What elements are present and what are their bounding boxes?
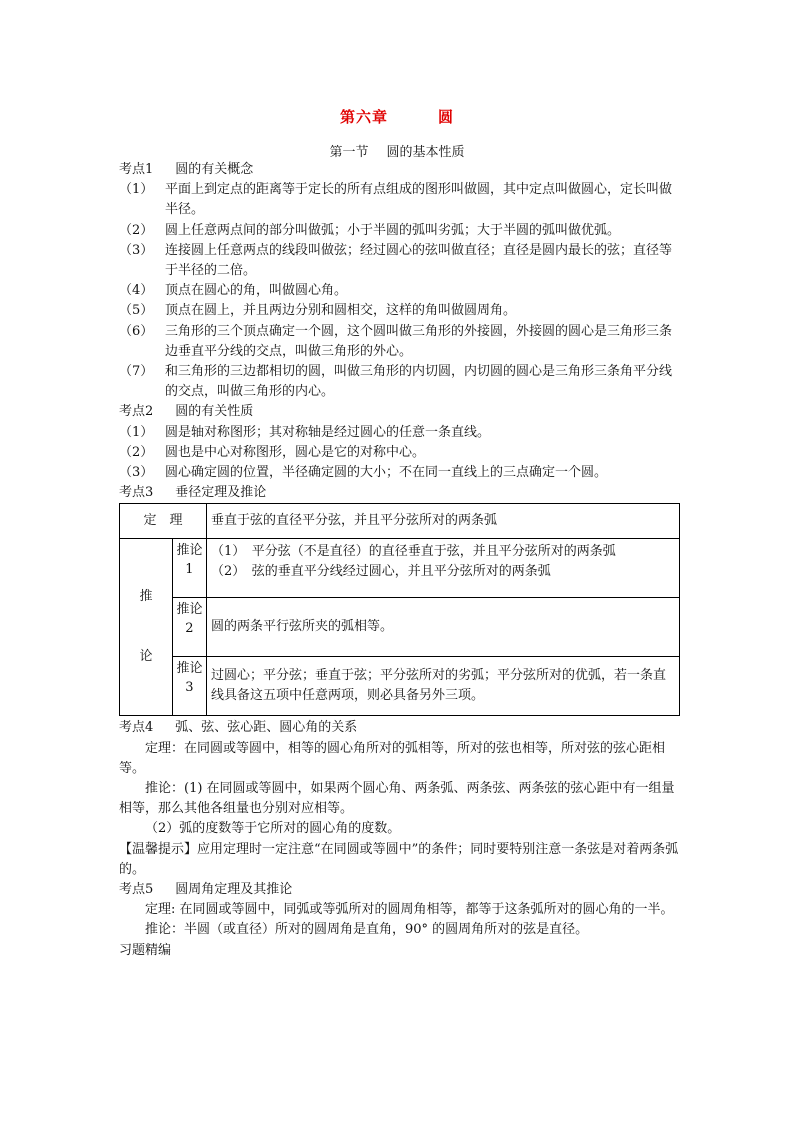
corollary-3-text: 过圆心；平分弦；垂直于弦；平分弦所对的劣弧；平分弦所对的优弧，若一条直线具备这五项中任意两项，则必具备另外三项。 — [207, 657, 680, 716]
k1-heading — [119, 160, 679, 180]
section-topic: 圆的基本性质 — [386, 145, 465, 160]
k4-corollary-2: （2）弧的度数等于它所对的圆心角的度数。 — [145, 821, 401, 837]
item-number: （6） — [119, 323, 154, 339]
item-number: （3） — [119, 465, 154, 481]
theorem-label-cell: 定 理 — [120, 504, 207, 539]
list-item — [119, 221, 679, 241]
k1-topic: 圆的有关概念 — [175, 162, 254, 177]
exercise-heading: 习题精编 — [119, 942, 172, 958]
table-row — [120, 504, 680, 539]
item-text: 圆也是中心对称图形，圆心是它的对称中心。 — [165, 444, 426, 460]
list-item — [119, 443, 679, 463]
k3-label: 考点3 — [119, 485, 154, 501]
item-number: （2） — [119, 444, 154, 460]
corollary-1-text — [207, 539, 680, 598]
k4-heading — [119, 718, 679, 738]
corollary-3-label: 推论3 — [172, 657, 206, 716]
corollary-1-label: 推论1 — [172, 539, 206, 598]
item-text: 和三角形的三边都相切的圆，叫做三角形的内切圆，内切圆的圆心是三角形三条角平分线的交点，叫做三角形的内心。 — [165, 364, 673, 400]
k5-theorem: 定理: 在同圆或等圆中，同弧或等弧所对的圆周角相等，都等于这条弧所对的圆心角的一半。 — [145, 902, 674, 918]
theorem-text-cell: 垂直于弦的直径平分弦，并且平分弦所对的两条弧 — [207, 504, 680, 539]
item-text: 连接圆上任意两点的线段叫做弦；经过圆心的弦叫做直径；直径是圆内最长的弦；直径等于半径的二倍。 — [165, 242, 673, 279]
k1-label: 考点1 — [119, 162, 154, 177]
k2-heading — [119, 402, 679, 422]
list-item — [119, 241, 679, 281]
item-number: （7） — [119, 364, 154, 380]
item-number: （3） — [119, 242, 154, 258]
k5-label: 考点5 — [119, 882, 154, 898]
item-number: （5） — [119, 303, 154, 319]
corollary-label-2: 论 — [139, 649, 153, 665]
k5-topic: 圆周角定理及其推论 — [175, 882, 293, 898]
item-text: 平面上到定点的距离等于定长的所有点组成的图形叫做圆，其中定点叫做圆心，定长叫做半径。 — [165, 182, 673, 218]
list-item — [119, 423, 679, 443]
theorem-table — [119, 503, 680, 716]
list-item — [119, 180, 679, 220]
k2-label: 考点2 — [119, 404, 154, 420]
k4-label: 考点4 — [119, 720, 154, 736]
k4-tip: 【温馨提示】应用定理时一定注意“在同圆或等圆中”的条件；同时要特别注意一条弦是对着两条弧的。 — [119, 841, 679, 877]
k5-heading — [119, 880, 679, 900]
list-item — [119, 322, 679, 362]
table-row — [120, 657, 680, 716]
content-body — [119, 160, 679, 961]
item-text: 顶点在圆心的角，叫做圆心角。 — [165, 283, 348, 299]
item-number: （1） — [119, 424, 154, 440]
k4-theorem: 定理：在同圆或等圆中，相等的圆心角所对的弧相等，所对的弦也相等，所对弦的弦心距相等。 — [119, 740, 666, 776]
chapter-title — [0, 106, 794, 127]
corollary-2-label: 推论2 — [172, 598, 206, 657]
list-item — [119, 301, 679, 321]
item-text: 圆上任意两点间的部分叫做弧；小于半圆的弧叫劣弧；大于半圆的弧叫做优弧。 — [165, 222, 621, 238]
k2-topic: 圆的有关性质 — [175, 404, 254, 420]
chapter-number: 第六章 — [339, 108, 388, 126]
list-item — [119, 463, 679, 483]
section-number: 第一节 — [329, 145, 369, 160]
k4-corollary-1: 推论：(1) 在同圆或等圆中，如果两个圆心角、两条弧、两条弦、两条弦的弦心距中有一组量相等，那么其他各组量也分别对应相等。 — [119, 781, 675, 817]
k3-heading — [119, 483, 679, 503]
chapter-topic: 圆 — [438, 108, 455, 126]
k3-topic: 垂径定理及推论 — [175, 485, 267, 501]
k4-topic: 弧、弦、弦心距、圆心角的关系 — [175, 720, 358, 736]
list-item — [119, 362, 679, 402]
item-number: （1） — [119, 182, 154, 198]
corollary-1-line-1: （1） 平分弦（不是直径）的直径垂直于弦，并且平分弦所对的两条弧 — [211, 544, 616, 560]
item-text: 顶点在圆上，并且两边分别和圆相交，这样的角叫做圆周角。 — [165, 303, 517, 319]
item-text: 圆是轴对称图形；其对称轴是经过圆心的任意一条直线。 — [165, 424, 491, 440]
item-text: 三角形的三个顶点确定一个圆，这个圆叫做三角形的外接圆，外接圆的圆心是三角形三条边垂直平分线的交点，叫做三角形的外心。 — [165, 323, 673, 359]
table-row — [120, 539, 680, 598]
corollary-label-cell — [120, 539, 173, 716]
item-number: （4） — [119, 283, 154, 299]
section-title — [0, 141, 794, 160]
item-text: 圆心确定圆的位置，半径确定圆的大小；不在同一直线上的三点确定一个圆。 — [165, 465, 608, 481]
item-number: （2） — [119, 222, 154, 238]
table-row — [120, 598, 680, 657]
list-item — [119, 281, 679, 301]
corollary-2-text: 圆的两条平行弦所夹的弧相等。 — [207, 598, 680, 657]
corollary-1-line-2: （2） 弦的垂直平分线经过圆心，并且平分弦所对的两条弧 — [211, 564, 551, 580]
k5-corollary: 推论：半圆（或直径）所对的圆周角是直角，90° 的圆周角所对的弦是直径。 — [145, 922, 589, 938]
corollary-label-1: 推 — [139, 589, 153, 605]
